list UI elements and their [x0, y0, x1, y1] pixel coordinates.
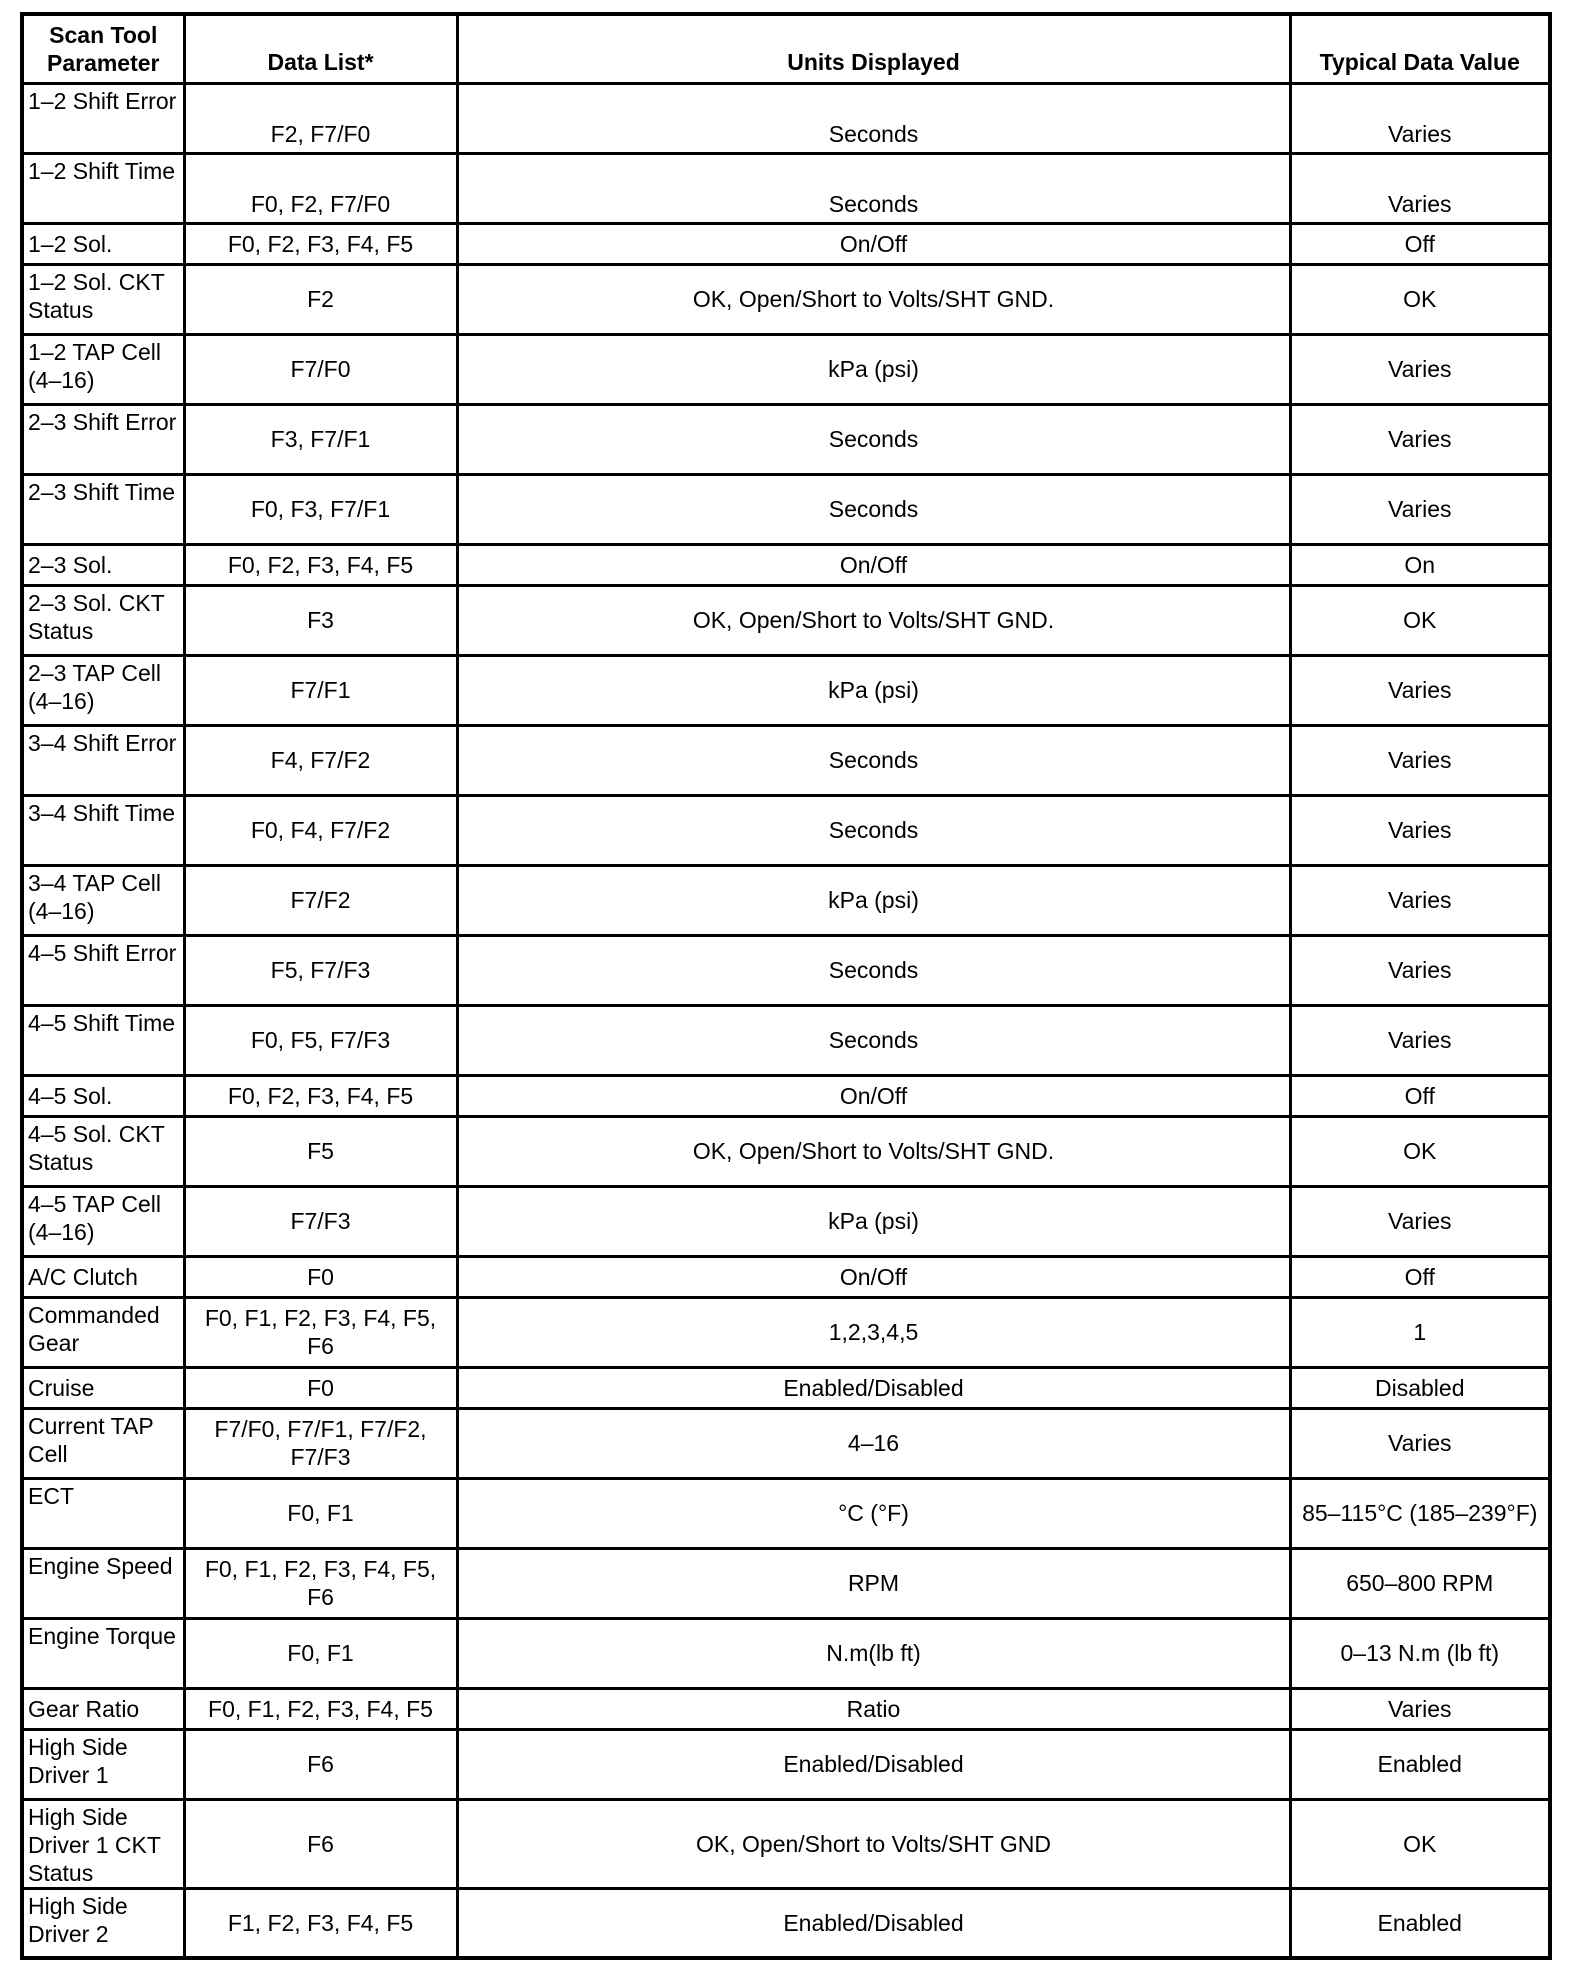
- cell-data-list: F4, F7/F2: [184, 725, 457, 795]
- cell-typical-data-value: Varies: [1290, 1408, 1550, 1478]
- cell-typical-data-value: Enabled: [1290, 1888, 1550, 1958]
- cell-units-displayed: On/Off: [457, 544, 1290, 585]
- table-row: [22, 1186, 1550, 1256]
- cell-parameter: 2–3 Shift Error: [22, 404, 184, 474]
- table-row: [22, 795, 1550, 865]
- header-row: [22, 14, 1550, 83]
- cell-typical-data-value: 650–800 RPM: [1290, 1548, 1550, 1618]
- header-units-displayed: Units Displayed: [457, 14, 1290, 83]
- cell-data-list: F0, F1, F2, F3, F4, F5: [184, 1688, 457, 1729]
- cell-units-displayed: Enabled/Disabled: [457, 1729, 1290, 1799]
- cell-parameter: A/C Clutch: [22, 1256, 184, 1297]
- cell-data-list: F0: [184, 1367, 457, 1408]
- cell-data-list: F0, F1: [184, 1618, 457, 1688]
- cell-typical-data-value: OK: [1290, 1799, 1550, 1888]
- table-row: [22, 1297, 1550, 1367]
- cell-data-list: F6: [184, 1729, 457, 1799]
- table-row: [22, 725, 1550, 795]
- cell-data-list: F3: [184, 585, 457, 655]
- cell-data-list: F0, F4, F7/F2: [184, 795, 457, 865]
- cell-parameter: 3–4 TAP Cell (4–16): [22, 865, 184, 935]
- cell-data-list: F2: [184, 264, 457, 334]
- cell-units-displayed: Seconds: [457, 725, 1290, 795]
- cell-data-list: F0: [184, 1256, 457, 1297]
- cell-parameter: 4–5 Sol. CKT Status: [22, 1116, 184, 1186]
- table-row: [22, 264, 1550, 334]
- cell-units-displayed: Seconds: [457, 404, 1290, 474]
- cell-units-displayed: 4–16: [457, 1408, 1290, 1478]
- cell-data-list: F6: [184, 1799, 457, 1888]
- cell-units-displayed: N.m(lb ft): [457, 1618, 1290, 1688]
- cell-units-displayed: OK, Open/Short to Volts/SHT GND.: [457, 264, 1290, 334]
- table-row: [22, 223, 1550, 264]
- cell-units-displayed: °C (°F): [457, 1478, 1290, 1548]
- cell-typical-data-value: Off: [1290, 1256, 1550, 1297]
- cell-units-displayed: Ratio: [457, 1688, 1290, 1729]
- cell-parameter: 1–2 Shift Error: [22, 83, 184, 153]
- cell-typical-data-value: 1: [1290, 1297, 1550, 1367]
- cell-typical-data-value: Varies: [1290, 83, 1550, 153]
- cell-data-list: F7/F2: [184, 865, 457, 935]
- cell-typical-data-value: Varies: [1290, 865, 1550, 935]
- cell-data-list: F0, F1: [184, 1478, 457, 1548]
- cell-data-list: F0, F2, F3, F4, F5: [184, 544, 457, 585]
- cell-units-displayed: OK, Open/Short to Volts/SHT GND.: [457, 585, 1290, 655]
- cell-parameter: Gear Ratio: [22, 1688, 184, 1729]
- cell-parameter: 1–2 Sol.: [22, 223, 184, 264]
- cell-typical-data-value: Varies: [1290, 474, 1550, 544]
- cell-parameter: 4–5 Sol.: [22, 1075, 184, 1116]
- cell-units-displayed: Seconds: [457, 935, 1290, 1005]
- cell-data-list: F0, F5, F7/F3: [184, 1005, 457, 1075]
- table-row: [22, 585, 1550, 655]
- cell-typical-data-value: OK: [1290, 1116, 1550, 1186]
- cell-parameter: Current TAP Cell: [22, 1408, 184, 1478]
- cell-typical-data-value: Varies: [1290, 655, 1550, 725]
- cell-parameter: High Side Driver 1: [22, 1729, 184, 1799]
- table-row: [22, 935, 1550, 1005]
- cell-parameter: 4–5 TAP Cell (4–16): [22, 1186, 184, 1256]
- cell-units-displayed: On/Off: [457, 223, 1290, 264]
- cell-parameter: 1–2 Sol. CKT Status: [22, 264, 184, 334]
- cell-units-displayed: Seconds: [457, 83, 1290, 153]
- cell-typical-data-value: Enabled: [1290, 1729, 1550, 1799]
- cell-parameter: Commanded Gear: [22, 1297, 184, 1367]
- cell-typical-data-value: Varies: [1290, 404, 1550, 474]
- table-row: [22, 1116, 1550, 1186]
- cell-data-list: F0, F2, F3, F4, F5: [184, 223, 457, 264]
- table-row: [22, 1367, 1550, 1408]
- table-row: [22, 153, 1550, 223]
- scan-tool-data-table: [20, 12, 1552, 1960]
- cell-data-list: F0, F2, F3, F4, F5: [184, 1075, 457, 1116]
- cell-data-list: F7/F3: [184, 1186, 457, 1256]
- cell-data-list: F0, F2, F7/F0: [184, 153, 457, 223]
- table-row: [22, 404, 1550, 474]
- cell-units-displayed: On/Off: [457, 1256, 1290, 1297]
- table-row: [22, 1688, 1550, 1729]
- cell-parameter: 1–2 TAP Cell (4–16): [22, 334, 184, 404]
- cell-typical-data-value: Varies: [1290, 1186, 1550, 1256]
- table-row: [22, 474, 1550, 544]
- cell-parameter: 4–5 Shift Error: [22, 935, 184, 1005]
- cell-typical-data-value: Off: [1290, 223, 1550, 264]
- table-row: [22, 1729, 1550, 1799]
- cell-units-displayed: Seconds: [457, 153, 1290, 223]
- cell-parameter: Engine Speed: [22, 1548, 184, 1618]
- cell-data-list: F5: [184, 1116, 457, 1186]
- cell-data-list: F0, F1, F2, F3, F4, F5, F6: [184, 1297, 457, 1367]
- cell-units-displayed: kPa (psi): [457, 655, 1290, 725]
- cell-typical-data-value: Disabled: [1290, 1367, 1550, 1408]
- cell-typical-data-value: OK: [1290, 264, 1550, 334]
- cell-parameter: 3–4 Shift Time: [22, 795, 184, 865]
- cell-units-displayed: Enabled/Disabled: [457, 1367, 1290, 1408]
- cell-data-list: F1, F2, F3, F4, F5: [184, 1888, 457, 1958]
- cell-parameter: 2–3 Shift Time: [22, 474, 184, 544]
- cell-units-displayed: Enabled/Disabled: [457, 1888, 1290, 1958]
- cell-typical-data-value: Varies: [1290, 1005, 1550, 1075]
- table-row: [22, 1478, 1550, 1548]
- cell-units-displayed: Seconds: [457, 795, 1290, 865]
- table-row: [22, 865, 1550, 935]
- cell-parameter: 4–5 Shift Time: [22, 1005, 184, 1075]
- table-row: [22, 1075, 1550, 1116]
- cell-typical-data-value: 85–115°C (185–239°F): [1290, 1478, 1550, 1548]
- cell-typical-data-value: OK: [1290, 585, 1550, 655]
- cell-parameter: High Side Driver 2: [22, 1888, 184, 1958]
- table-row: [22, 1256, 1550, 1297]
- cell-data-list: F0, F3, F7/F1: [184, 474, 457, 544]
- cell-parameter: 2–3 Sol. CKT Status: [22, 585, 184, 655]
- cell-data-list: F2, F7/F0: [184, 83, 457, 153]
- cell-data-list: F7/F0, F7/F1, F7/F2, F7/F3: [184, 1408, 457, 1478]
- table-row: [22, 334, 1550, 404]
- cell-typical-data-value: Varies: [1290, 725, 1550, 795]
- cell-typical-data-value: On: [1290, 544, 1550, 585]
- cell-typical-data-value: Varies: [1290, 795, 1550, 865]
- cell-parameter: High Side Driver 1 CKT Status: [22, 1799, 184, 1888]
- cell-typical-data-value: Varies: [1290, 334, 1550, 404]
- table-row: [22, 1888, 1550, 1958]
- table-row: [22, 1618, 1550, 1688]
- cell-units-displayed: kPa (psi): [457, 334, 1290, 404]
- table-row: [22, 1408, 1550, 1478]
- cell-units-displayed: kPa (psi): [457, 865, 1290, 935]
- cell-data-list: F7/F1: [184, 655, 457, 725]
- cell-data-list: F5, F7/F3: [184, 935, 457, 1005]
- cell-typical-data-value: Varies: [1290, 935, 1550, 1005]
- table-row: [22, 1799, 1550, 1888]
- cell-units-displayed: Seconds: [457, 1005, 1290, 1075]
- header-typical-data-value: Typical Data Value: [1290, 14, 1550, 83]
- cell-typical-data-value: Varies: [1290, 153, 1550, 223]
- cell-data-list: F0, F1, F2, F3, F4, F5, F6: [184, 1548, 457, 1618]
- table-row: [22, 1548, 1550, 1618]
- cell-units-displayed: RPM: [457, 1548, 1290, 1618]
- cell-units-displayed: 1,2,3,4,5: [457, 1297, 1290, 1367]
- cell-typical-data-value: Varies: [1290, 1688, 1550, 1729]
- table-row: [22, 544, 1550, 585]
- cell-typical-data-value: Off: [1290, 1075, 1550, 1116]
- cell-parameter: Engine Torque: [22, 1618, 184, 1688]
- cell-parameter: 2–3 TAP Cell (4–16): [22, 655, 184, 725]
- cell-data-list: F7/F0: [184, 334, 457, 404]
- cell-units-displayed: kPa (psi): [457, 1186, 1290, 1256]
- cell-units-displayed: Seconds: [457, 474, 1290, 544]
- cell-parameter: Cruise: [22, 1367, 184, 1408]
- header-scan-tool-parameter: Scan Tool Parameter: [22, 14, 184, 83]
- table-row: [22, 655, 1550, 725]
- table-row: [22, 83, 1550, 153]
- cell-units-displayed: On/Off: [457, 1075, 1290, 1116]
- cell-typical-data-value: 0–13 N.m (lb ft): [1290, 1618, 1550, 1688]
- cell-parameter: 1–2 Shift Time: [22, 153, 184, 223]
- header-data-list: Data List*: [184, 14, 457, 83]
- cell-units-displayed: OK, Open/Short to Volts/SHT GND.: [457, 1116, 1290, 1186]
- cell-data-list: F3, F7/F1: [184, 404, 457, 474]
- cell-parameter: 2–3 Sol.: [22, 544, 184, 585]
- cell-parameter: 3–4 Shift Error: [22, 725, 184, 795]
- cell-units-displayed: OK, Open/Short to Volts/SHT GND: [457, 1799, 1290, 1888]
- table-row: [22, 1005, 1550, 1075]
- cell-parameter: ECT: [22, 1478, 184, 1548]
